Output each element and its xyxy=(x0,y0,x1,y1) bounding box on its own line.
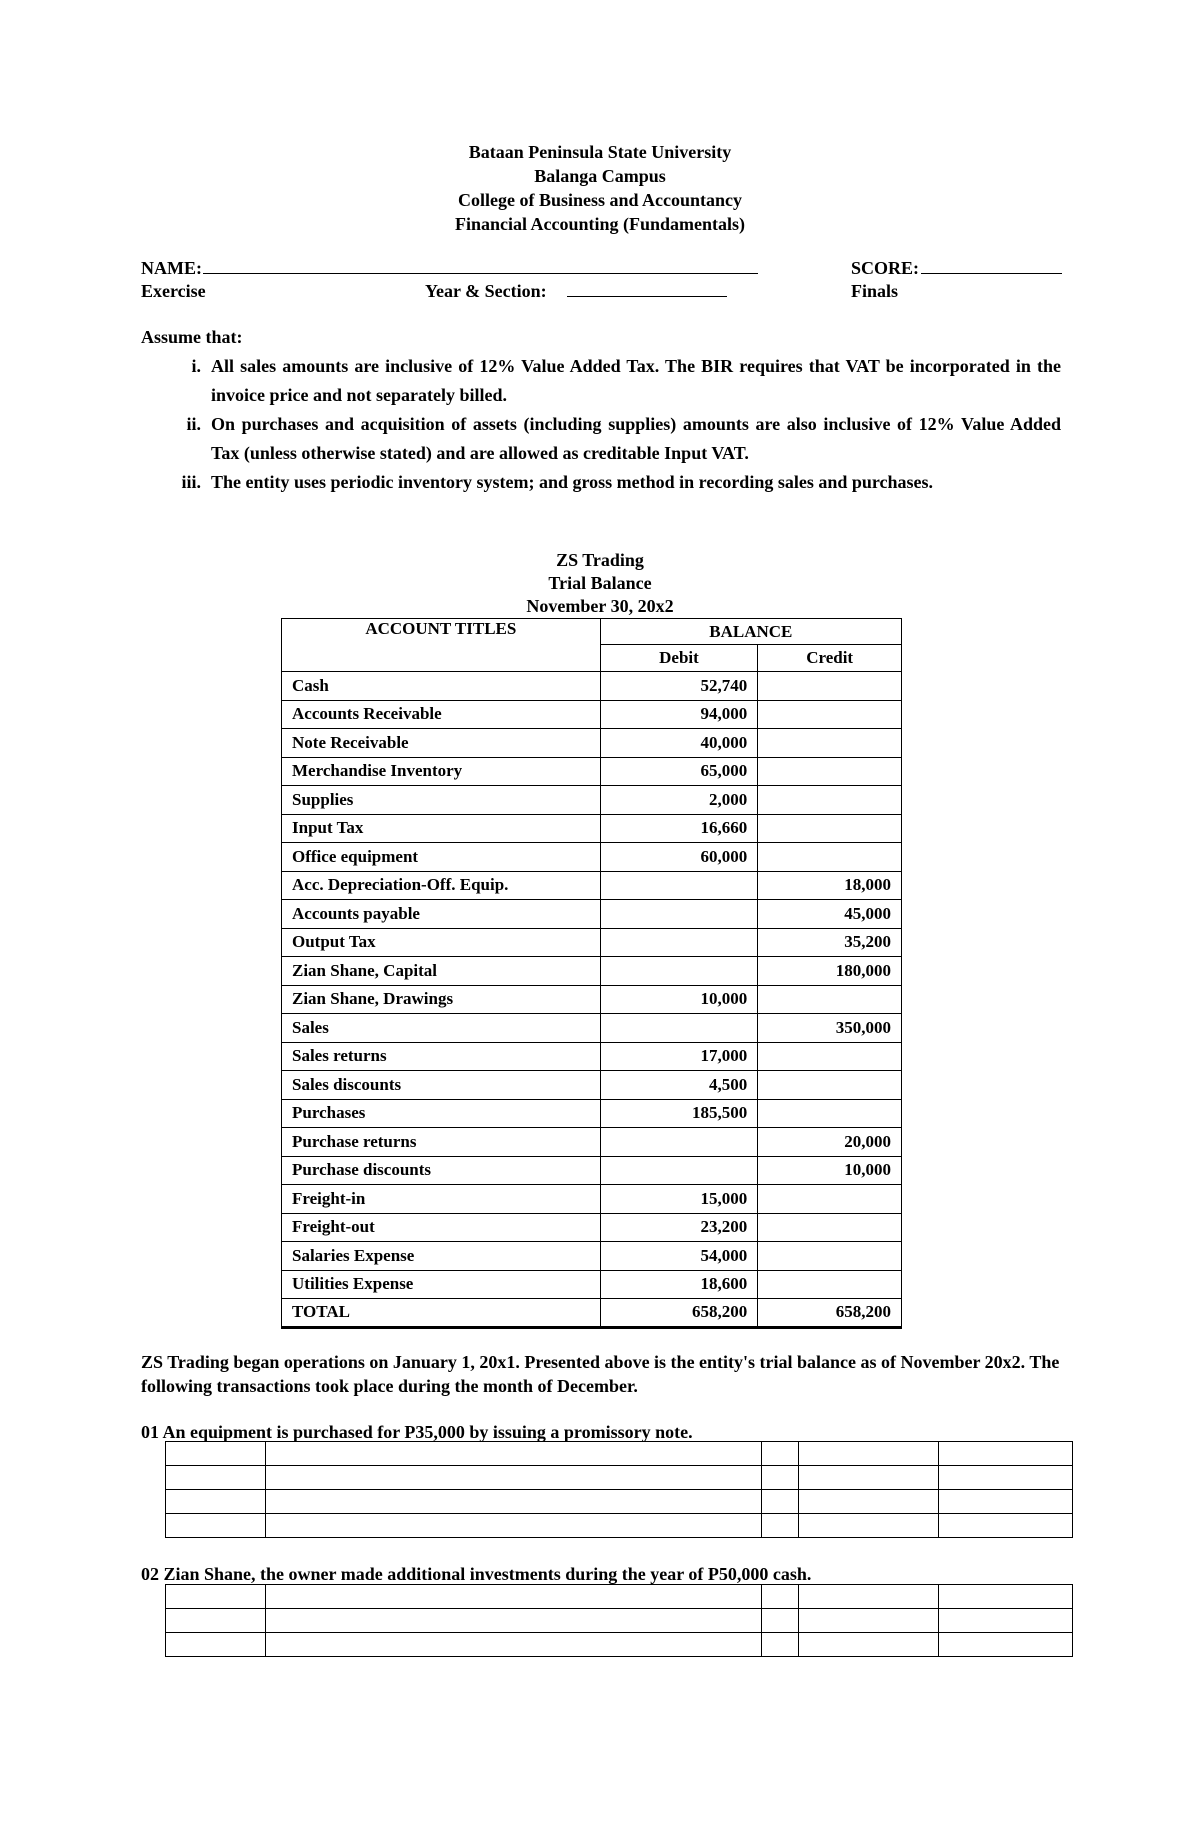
answer-cell[interactable] xyxy=(762,1633,799,1657)
credit-cell xyxy=(758,1042,902,1071)
credit-cell: 35,200 xyxy=(758,928,902,957)
table-row xyxy=(282,957,902,986)
credit-cell: 18,000 xyxy=(758,871,902,900)
account-cell: TOTAL xyxy=(282,1299,601,1328)
answer-row xyxy=(166,1466,1073,1490)
debit-cell: 2,000 xyxy=(600,786,758,815)
answer-cell[interactable] xyxy=(799,1609,939,1633)
debit-cell: 54,000 xyxy=(600,1242,758,1271)
answer-cell[interactable] xyxy=(166,1442,266,1466)
table-row xyxy=(282,1270,902,1299)
name-field[interactable] xyxy=(203,258,758,279)
table-row xyxy=(282,900,902,929)
account-cell: Salaries Expense xyxy=(282,1242,601,1271)
total-row xyxy=(282,1299,902,1328)
table-row xyxy=(282,985,902,1014)
account-cell: Purchase returns xyxy=(282,1128,601,1157)
answer-row xyxy=(166,1514,1073,1538)
table-row xyxy=(282,843,902,872)
answer-cell[interactable] xyxy=(762,1490,799,1514)
trial-balance-heading xyxy=(0,549,1200,618)
account-cell: Supplies xyxy=(282,786,601,815)
credit-cell: 658,200 xyxy=(758,1299,902,1328)
answer-cell[interactable] xyxy=(939,1514,1073,1538)
answer-cell[interactable] xyxy=(166,1585,266,1609)
answer-cell[interactable] xyxy=(762,1442,799,1466)
credit-cell: 45,000 xyxy=(758,900,902,929)
assumptions-title: Assume that: xyxy=(141,327,243,347)
college-name: College of Business and Accountancy xyxy=(457,190,743,210)
debit-cell xyxy=(600,871,758,900)
debit-cell: 658,200 xyxy=(600,1299,758,1328)
account-cell: Output Tax xyxy=(282,928,601,957)
account-cell: Sales returns xyxy=(282,1042,601,1071)
answer-cell[interactable] xyxy=(799,1466,939,1490)
assumption-item: iii. The entity uses periodic inventory system; and gross method in recording sales and purchases. xyxy=(181,472,934,492)
table-row xyxy=(282,729,902,758)
assumptions-list xyxy=(141,352,1061,497)
answer-cell[interactable] xyxy=(166,1609,266,1633)
info-row-2 xyxy=(141,281,1061,305)
account-cell: Utilities Expense xyxy=(282,1270,601,1299)
credit-cell xyxy=(758,843,902,872)
debit-cell: 60,000 xyxy=(600,843,758,872)
table-row xyxy=(282,1156,902,1185)
debit-cell: 15,000 xyxy=(600,1185,758,1214)
credit-cell: 20,000 xyxy=(758,1128,902,1157)
answer-row xyxy=(166,1442,1073,1466)
finals-label: Finals xyxy=(851,281,899,301)
answer-cell[interactable] xyxy=(265,1633,761,1657)
question-2: 02 Zian Shane, the owner made additional investments during the year of P50,000 cash. xyxy=(141,1564,812,1584)
debit-cell xyxy=(600,1128,758,1157)
col-account-header: ACCOUNT TITLES xyxy=(282,619,601,672)
debit-cell xyxy=(600,900,758,929)
answer-row xyxy=(166,1585,1073,1609)
debit-cell: 4,500 xyxy=(600,1071,758,1100)
debit-cell xyxy=(600,1156,758,1185)
course-name: Financial Accounting (Fundamentals) xyxy=(454,214,746,234)
answer-cell[interactable] xyxy=(939,1466,1073,1490)
answer-row xyxy=(166,1490,1073,1514)
answer-cell[interactable] xyxy=(762,1514,799,1538)
credit-cell xyxy=(758,1242,902,1271)
table-row xyxy=(282,1213,902,1242)
table-row xyxy=(282,1185,902,1214)
answer-cell[interactable] xyxy=(939,1609,1073,1633)
account-cell: Merchandise Inventory xyxy=(282,757,601,786)
credit-cell xyxy=(758,1213,902,1242)
answer-cell[interactable] xyxy=(939,1490,1073,1514)
credit-cell xyxy=(758,700,902,729)
assumption-item: ii. On purchases and acquisition of assets (including supplies) amounts are also inclusive of 12% Value Added Tax (unless otherwise stated) and are allowed as creditable Input VAT. xyxy=(186,414,1061,463)
table-header-row xyxy=(282,619,902,645)
credit-cell xyxy=(758,1099,902,1128)
trial-balance-table xyxy=(281,618,902,1329)
answer-cell[interactable] xyxy=(265,1609,761,1633)
name-label: NAME: xyxy=(141,258,202,278)
answer-cell[interactable] xyxy=(799,1585,939,1609)
university-name: Bataan Peninsula State University xyxy=(468,142,732,162)
answer-cell[interactable] xyxy=(166,1633,266,1657)
year-section-label: Year & Section: xyxy=(425,281,547,301)
table-row xyxy=(282,786,902,815)
company-name: ZS Trading xyxy=(556,550,644,570)
question-1: 01 An equipment is purchased for P35,000 by issuing a promissory note. xyxy=(141,1422,693,1442)
answer-row xyxy=(166,1609,1073,1633)
assumption-item: i. All sales amounts are inclusive of 12% Value Added Tax. The BIR requires that VAT be incorporated in the invoice price and not separately billed. xyxy=(191,356,1061,405)
credit-cell xyxy=(758,729,902,758)
account-cell: Zian Shane, Drawings xyxy=(282,985,601,1014)
answer-cell[interactable] xyxy=(265,1585,761,1609)
account-cell: Freight-in xyxy=(282,1185,601,1214)
answer-cell[interactable] xyxy=(265,1490,761,1514)
year-section-field[interactable] xyxy=(567,281,727,302)
credit-cell xyxy=(758,1071,902,1100)
answer-cell[interactable] xyxy=(166,1466,266,1490)
answer-cell[interactable] xyxy=(939,1442,1073,1466)
credit-cell xyxy=(758,1185,902,1214)
credit-cell xyxy=(758,1270,902,1299)
intro-paragraph: ZS Trading began operations on January 1, 20x1. Presented above is the entity's trial balance as of November 20x2. The following transactions took place during the month of December. xyxy=(141,1352,1060,1396)
answer-cell[interactable] xyxy=(762,1609,799,1633)
credit-cell xyxy=(758,985,902,1014)
table-row xyxy=(282,1042,902,1071)
table-row xyxy=(282,1014,902,1043)
debit-cell: 185,500 xyxy=(600,1099,758,1128)
debit-cell: 40,000 xyxy=(600,729,758,758)
debit-cell: 23,200 xyxy=(600,1213,758,1242)
credit-cell xyxy=(758,786,902,815)
col-balance-header: BALANCE xyxy=(600,619,901,645)
score-field[interactable] xyxy=(921,258,1062,279)
info-row-1 xyxy=(141,258,1061,282)
statement-date: November 30, 20x2 xyxy=(526,596,674,616)
score-label: SCORE: xyxy=(851,258,920,278)
table-row xyxy=(282,1071,902,1100)
answer-cell[interactable] xyxy=(166,1490,266,1514)
table-row xyxy=(282,814,902,843)
debit-cell: 10,000 xyxy=(600,985,758,1014)
answer-cell[interactable] xyxy=(265,1466,761,1490)
col-credit-header: Credit xyxy=(758,645,902,672)
debit-cell: 65,000 xyxy=(600,757,758,786)
debit-cell xyxy=(600,1014,758,1043)
account-cell: Cash xyxy=(282,672,601,701)
table-row xyxy=(282,871,902,900)
debit-cell: 17,000 xyxy=(600,1042,758,1071)
account-cell: Freight-out xyxy=(282,1213,601,1242)
account-cell: Purchases xyxy=(282,1099,601,1128)
account-cell: Sales discounts xyxy=(282,1071,601,1100)
table-row xyxy=(282,700,902,729)
answer-cell[interactable] xyxy=(265,1442,761,1466)
account-cell: Accounts Receivable xyxy=(282,700,601,729)
answer-cell[interactable] xyxy=(799,1514,939,1538)
account-cell: Note Receivable xyxy=(282,729,601,758)
credit-cell xyxy=(758,672,902,701)
credit-cell xyxy=(758,757,902,786)
credit-cell xyxy=(758,814,902,843)
statement-title: Trial Balance xyxy=(548,573,652,593)
debit-cell: 16,660 xyxy=(600,814,758,843)
answer-cell[interactable] xyxy=(939,1633,1073,1657)
document-header xyxy=(0,140,1200,236)
credit-cell: 350,000 xyxy=(758,1014,902,1043)
table-row xyxy=(282,672,902,701)
answer-row xyxy=(166,1633,1073,1657)
account-cell: Accounts payable xyxy=(282,900,601,929)
table-row xyxy=(282,757,902,786)
account-cell: Purchase discounts xyxy=(282,1156,601,1185)
table-row xyxy=(282,1242,902,1271)
debit-cell: 52,740 xyxy=(600,672,758,701)
answer-grid-1 xyxy=(165,1441,1073,1538)
account-cell: Sales xyxy=(282,1014,601,1043)
answer-cell[interactable] xyxy=(166,1514,266,1538)
debit-cell xyxy=(600,928,758,957)
answer-cell[interactable] xyxy=(265,1514,761,1538)
account-cell: Acc. Depreciation-Off. Equip. xyxy=(282,871,601,900)
table-row xyxy=(282,1099,902,1128)
table-row xyxy=(282,1128,902,1157)
answer-cell[interactable] xyxy=(762,1466,799,1490)
answer-cell[interactable] xyxy=(762,1585,799,1609)
answer-cell[interactable] xyxy=(799,1490,939,1514)
answer-cell[interactable] xyxy=(799,1442,939,1466)
answer-cell[interactable] xyxy=(799,1633,939,1657)
answer-grid-2 xyxy=(165,1584,1073,1657)
account-cell: Input Tax xyxy=(282,814,601,843)
debit-cell xyxy=(600,957,758,986)
debit-cell: 94,000 xyxy=(600,700,758,729)
debit-cell: 18,600 xyxy=(600,1270,758,1299)
account-cell: Zian Shane, Capital xyxy=(282,957,601,986)
exercise-label: Exercise xyxy=(141,281,206,301)
account-cell: Office equipment xyxy=(282,843,601,872)
credit-cell: 10,000 xyxy=(758,1156,902,1185)
campus-name: Balanga Campus xyxy=(534,166,666,186)
col-debit-header: Debit xyxy=(600,645,758,672)
answer-cell[interactable] xyxy=(939,1585,1073,1609)
credit-cell: 180,000 xyxy=(758,957,902,986)
table-row xyxy=(282,928,902,957)
